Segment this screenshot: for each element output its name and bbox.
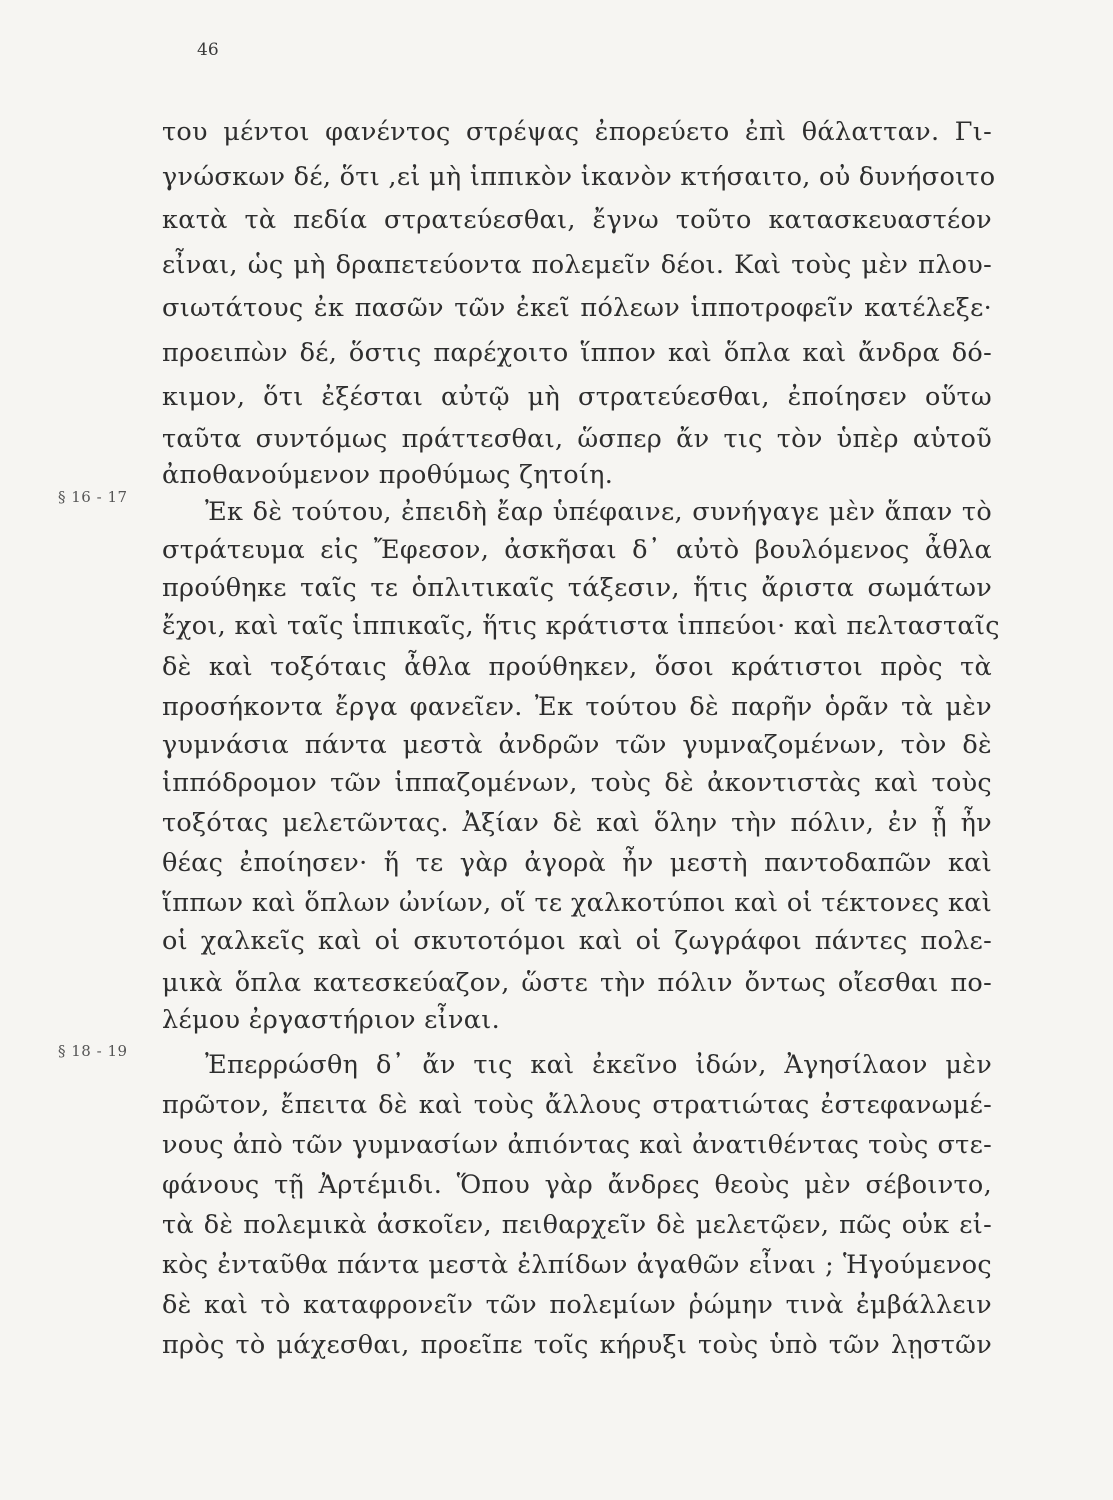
text-line: κὸς ἐνταῦθα πάντα μεστὰ ἐλπίδων ἀγαθῶν εἶναι ; Ἡγούμενος — [162, 1250, 992, 1280]
text-line: Ἐκ δὲ τούτου, ἐπειδὴ ἔαρ ὑπέφαινε, συνήγαγε μὲν ἅπαν τὸ — [205, 497, 992, 527]
text-line: προύθηκε ταῖς τε ὁπλιτικαῖς τάξεσιν, ἥτις ἄριστα σωμάτων — [162, 573, 992, 603]
text-line: τὰ δὲ πολεμικὰ ἀσκοῖεν, πειθαρχεῖν δὲ μελετῷεν, πῶς οὐκ εἰ- — [162, 1210, 992, 1240]
text-line: μικὰ ὅπλα κατεσκεύαζον, ὥστε τὴν πόλιν ὄντως οἴεσθαι πο- — [162, 968, 992, 998]
text-line: ἀποθανούμενον προθύμως ζητοίη. — [162, 460, 614, 490]
text-line: πρῶτον, ἔπειτα δὲ καὶ τοὺς ἄλλους στρατιώτας ἐστεφανωμέ- — [162, 1090, 992, 1120]
text-line: σιωτάτους ἐκ πασῶν τῶν ἐκεῖ πόλεων ἱπποτροφεῖν κατέλεξε· — [162, 293, 992, 323]
text-line: οἱ χαλκεῖς καὶ οἱ σκυτοτόμοι καὶ οἱ ζωγράφοι πάντες πολε- — [162, 926, 992, 956]
text-line: νους ἀπὸ τῶν γυμνασίων ἀπιόντας καὶ ἀνατιθέντας τοὺς στε- — [162, 1130, 992, 1160]
text-line: θέας ἐποίησεν· ἥ τε γὰρ ἀγορὰ ἦν μεστὴ παντοδαπῶν καὶ — [162, 848, 992, 878]
text-line: λέμου ἐργαστήριον εἶναι. — [162, 1005, 501, 1035]
text-line: προειπὼν δέ, ὅστις παρέχοιτο ἵππον καὶ ὅπλα καὶ ἄνδρα δό- — [162, 338, 992, 368]
text-line: εἶναι, ὡς μὴ δραπετεύοντα πολεμεῖν δέοι. Καὶ τοὺς μὲν πλου- — [162, 250, 992, 280]
section-marginal-ref: § 18 - 19 — [58, 1042, 128, 1060]
text-line: πρὸς τὸ μάχεσθαι, προεῖπε τοῖς κήρυξι τοὺς ὑπὸ τῶν λῃστῶν — [162, 1330, 992, 1360]
text-line: κιμον, ὅτι ἐξέσται αὐτῷ μὴ στρατεύεσθαι, ἐποίησεν οὕτω — [162, 382, 992, 412]
text-line: γνώσκων δέ, ὅτι ,εἰ μὴ ἱππικὸν ἱκανὸν κτήσαιτο, οὐ δυνήσοιτο — [162, 162, 996, 192]
text-line: στράτευμα εἰς Ἔφεσον, ἀσκῆσαι δ᾽ αὐτὸ βουλόμενος ἆθλα — [162, 535, 992, 565]
text-line: προσήκοντα ἔργα φανεῖεν. Ἐκ τούτου δὲ παρῆν ὁρᾶν τὰ μὲν — [162, 692, 992, 722]
text-line: γυμνάσια πάντα μεστὰ ἀνδρῶν τῶν γυμναζομένων, τὸν δὲ — [162, 730, 992, 760]
text-line: ἱππόδρομον τῶν ἱππαζομένων, τοὺς δὲ ἀκοντιστὰς καὶ τοὺς — [162, 768, 992, 798]
text-line: του μέντοι φανέντος στρέψας ἐπορεύετο ἐπὶ θάλατταν. Γι- — [162, 117, 992, 147]
text-line: φάνους τῇ Ἀρτέμιδι. Ὅπου γὰρ ἄνδρες θεοὺς μὲν σέβοιντο, — [162, 1170, 992, 1200]
text-line: ἵππων καὶ ὅπλων ὠνίων, οἵ τε χαλκοτύποι καὶ οἱ τέκτονες καὶ — [162, 888, 992, 918]
text-line: τοξότας μελετῶντας. Ἀξίαν δὲ καὶ ὅλην τὴν πόλιν, ἐν ᾗ ἦν — [162, 808, 992, 838]
text-line: ἔχοι, καὶ ταῖς ἱππικαῖς, ἥτις κράτιστα ἱππεύοι· καὶ πελτασταῖς — [162, 611, 1000, 641]
text-line: Ἐπερρώσθη δ᾽ ἄν τις καὶ ἐκεῖνο ἰδών, Ἀγησίλαον μὲν — [205, 1050, 992, 1080]
text-line: δὲ καὶ τὸ καταφρονεῖν τῶν πολεμίων ῥώμην τινὰ ἐμβάλλειν — [162, 1290, 992, 1320]
text-line: ταῦτα συντόμως πράττεσθαι, ὥσπερ ἄν τις τὸν ὑπὲρ αὑτοῦ — [162, 424, 992, 454]
page-number: 46 — [197, 40, 219, 60]
section-marginal-ref: § 16 - 17 — [58, 488, 128, 506]
text-line: κατὰ τὰ πεδία στρατεύεσθαι, ἔγνω τοῦτο κατασκευαστέον — [162, 205, 992, 235]
text-line: δὲ καὶ τοξόταις ἆθλα προύθηκεν, ὅσοι κράτιστοι πρὸς τὰ — [162, 652, 992, 682]
